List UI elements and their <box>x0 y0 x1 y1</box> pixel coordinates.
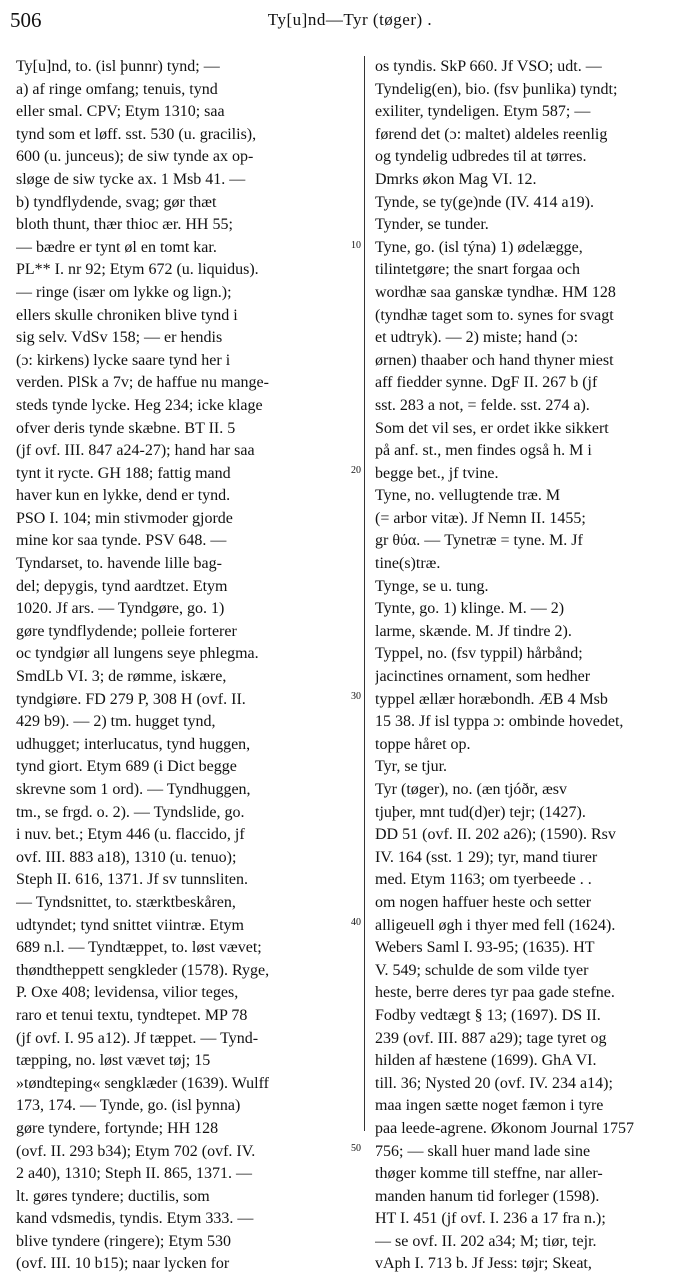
line-number: 20 <box>351 465 361 476</box>
text-line: IV. 164 (sst. 1 29); tyr, mand tiurer <box>375 848 598 866</box>
text-line: Ty[u]nd, to. (isl þunnr) tynd; — <box>16 58 220 75</box>
right-column <box>375 56 695 1276</box>
text-line: tilintetgøre; the snart forgaa och <box>375 261 580 279</box>
page-number: 506 <box>10 8 42 32</box>
text-line: tynd giort. Etym 689 (i Dict begge <box>16 758 237 776</box>
text-line: udtyndet; tynd snittet viintræ. Etym <box>16 916 244 934</box>
text-line: P. Oxe 408; levidensa, vilior teges, <box>16 984 239 1002</box>
left-column <box>16 56 354 1276</box>
text-line: og tyndelig udbredes til at tørres. <box>375 148 587 166</box>
text-line: Tynder, se tunder. <box>375 216 489 234</box>
text-line: eller smal. CPV; Etym 1310; saa <box>16 103 225 121</box>
text-line: larme, skænde. M. Jf tindre 2). <box>375 622 572 640</box>
text-line: thøndtheppett sengkleder (1578). Ryge, <box>16 961 270 979</box>
text-line: 239 (ovf. III. 887 a29); tage tyret og <box>375 1029 607 1047</box>
text-line: Tyr, se tjur. <box>375 758 448 776</box>
text-line: paa leede-agrene. Økonom Journal 1757 <box>375 1119 635 1137</box>
text-line: PL** I. nr 92; Etym 672 (u. liquidus). <box>16 261 259 279</box>
text-line: a) af ringe omfang; tenuis, tynd <box>16 80 218 98</box>
text-line: tynd som et løff. sst. 530 (u. gracilis), <box>16 125 257 143</box>
text-line: maa ingen sætte noget fæmon i tyre <box>375 1097 604 1115</box>
text-line: alligeuell øgh i thyer med fell (1624). <box>375 916 616 934</box>
text-line: oc tyndgiør all lungens seye phlegma. <box>16 645 259 663</box>
text-line: udhugget; interlucatus, tynd huggen, <box>16 735 251 753</box>
text-line: Tyr (tøger), no. (æn tjóðr, æsv <box>375 781 567 798</box>
text-line: V. 549; schulde de som vilde tyer <box>375 961 589 979</box>
text-line: lt. gøres tyndere; ductilis, som <box>16 1187 210 1205</box>
text-line: 429 b9). — 2) tm. hugget tynd, <box>16 713 216 731</box>
text-line: toppe håret op. <box>375 735 471 753</box>
text-line: 689 n.l. — Tyndtæppet, to. løst vævet; <box>16 939 262 957</box>
text-line: haver kun en lykke, dend er tynd. <box>16 487 231 505</box>
text-line: vAph I. 713 b. Jf Jess: tøjr; Skeat, <box>375 1255 592 1273</box>
text-line: heste, berre deres tyr paa gade stefne. <box>375 984 615 1002</box>
text-line: (ovf. II. 293 b34); Etym 702 (ovf. IV. <box>16 1142 256 1160</box>
text-line: Som det vil ses, er ordet ikke sikkert <box>375 419 609 437</box>
text-line: 15 38. Jf isl typpa ɔ: ombinde hovedet, <box>375 713 624 731</box>
text-line: os tyndis. SkP 660. Jf VSO; udt. — <box>375 58 602 75</box>
text-line: sløge de siw tycke ax. 1 Msb 41. — <box>16 170 246 188</box>
text-line: SmdLb VI. 3; de rømme, iskære, <box>16 668 227 686</box>
text-line: gøre tyndere, fortynde; HH 128 <box>16 1119 219 1137</box>
text-line: om nogen haffuer heste och setter <box>375 893 592 911</box>
text-line: tm., se frgd. o. 2). — Tyndslide, go. <box>16 803 245 821</box>
text-line: (ɔ: kirkens) lycke saare tynd her i <box>16 351 231 369</box>
text-line: Webers Saml I. 93-95; (1635). HT <box>375 939 595 957</box>
text-line: blive tyndere (ringere); Etym 530 <box>16 1232 232 1250</box>
text-line: ørnen) thaaber och hand thyner miest <box>375 351 614 369</box>
text-line: till. 36; Nysted 20 (ovf. IV. 234 a14); <box>375 1074 613 1092</box>
text-line: kand vdsmedis, tyndis. Etym 333. — <box>16 1210 254 1228</box>
text-line: tynt it rycte. GH 188; fattig mand <box>16 464 231 482</box>
text-line: 2 a40), 1310; Steph II. 865, 1371. — <box>16 1165 252 1183</box>
text-line: mine kor saa tynde. PSV 648. — <box>16 532 227 550</box>
text-line: Tynge, se u. tung. <box>375 577 489 595</box>
text-line: Tyne, no. vellugtende træ. M <box>375 487 561 505</box>
text-line: steds tynde lycke. Heg 234; icke klage <box>16 396 263 414</box>
text-line: — ringe (især om lykke og lign.); <box>16 283 232 301</box>
text-line: førend det (ɔ: maltet) aldeles reenlig <box>375 125 608 143</box>
line-number: 30 <box>351 691 361 702</box>
text-line: Tynte, go. 1) klinge. M. — 2) <box>375 600 565 618</box>
text-line: tyndgiøre. FD 279 P, 308 H (ovf. II. <box>16 690 246 708</box>
text-line: ofver deris tynde skæbne. BT II. 5 <box>16 419 236 437</box>
text-line: »tøndteping« sengklæder (1639). Wulff <box>16 1074 269 1092</box>
text-line: (jf ovf. III. 847 a24-27); hand har saa <box>16 442 255 460</box>
text-line: raro et tenui textu, tyndtepet. MP 78 <box>16 1006 248 1024</box>
text-line: Tyne, go. (isl týna) 1) ødelægge, <box>375 238 583 256</box>
text-line: verden. PlSk a 7v; de haffue nu mange- <box>16 374 269 392</box>
text-line: tjuþer, mnt tud(d)er) tejr; (1427). <box>375 803 586 821</box>
text-line: ovf. III. 883 a18), 1310 (u. tenuo); <box>16 848 237 866</box>
text-line: gr θύα. — Tynetræ = tyne. M. Jf <box>375 532 583 550</box>
text-line: b) tyndflydende, svag; gør thæt <box>16 193 217 211</box>
text-line: Typpel, no. (fsv typpil) hårbånd; <box>375 645 583 663</box>
text-line: 756; — skall huer mand lade sine <box>375 1142 591 1160</box>
text-line: tæpping, no. løst vævet tøj; 15 <box>16 1052 211 1070</box>
text-line: exiliter, tyndeligen. Etym 587; — <box>375 103 591 121</box>
text-line: 600 (u. junceus); de siw tynde ax op- <box>16 148 254 166</box>
text-line: — bædre er tynt øl en tomt kar. <box>16 238 217 256</box>
text-line: i nuv. bet.; Etym 446 (u. flaccido, jf <box>16 826 245 844</box>
line-number: 40 <box>351 917 361 928</box>
text-line: jacinctines ornament, som hedher <box>375 668 591 686</box>
text-line: begge bet., jf tvine. <box>375 464 499 482</box>
text-line: Tynde, se ty(ge)nde (IV. 414 a19). <box>375 193 594 211</box>
text-line: (tyndhæ taget som to. synes for svagt <box>375 306 614 324</box>
text-line: på anf. st., men findes også h. M i <box>375 442 592 460</box>
text-line: et udtryk). — 2) miste; hand (ɔ: <box>375 329 579 347</box>
text-line: 173, 174. — Tynde, go. (isl þynna) <box>16 1097 241 1115</box>
line-number: 10 <box>351 240 361 251</box>
text-line: (ovf. III. 10 b15); naar lycken for <box>16 1255 230 1273</box>
text-line: 1020. Jf ars. — Tyndgøre, go. 1) <box>16 600 225 618</box>
text-line: — se ovf. II. 202 a34; M; tiør, tejr. <box>375 1232 597 1250</box>
text-line: Steph II. 616, 1371. Jf sv tunnsliten. <box>16 871 248 889</box>
text-line: bloth thunt, thær thioc ær. HH 55; <box>16 216 233 234</box>
running-head: Ty[u]nd—Tyr (tøger) . <box>267 10 433 29</box>
text-line: Tyndelig(en), bio. (fsv þunlika) tyndt; <box>375 80 618 98</box>
line-number: 50 <box>351 1143 361 1154</box>
column-divider <box>364 56 365 1131</box>
text-line: Fodby vedtægt § 13; (1697). DS II. <box>375 1006 601 1024</box>
text-line: gøre tyndflydende; polleie forterer <box>16 622 237 640</box>
text-line: — Tyndsnittet, to. stærktbeskåren, <box>16 893 236 911</box>
text-line: (jf ovf. I. 95 a12). Jf tæppet. — Tynd- <box>16 1029 259 1047</box>
text-line: sig selv. VdSv 158; — er hendis <box>16 329 223 347</box>
text-line: HT I. 451 (jf ovf. I. 236 a 17 fra n.); <box>375 1210 606 1228</box>
text-line: med. Etym 1163; om tyerbeede . . <box>375 871 592 889</box>
page-header <box>0 0 700 40</box>
text-line: ellers skulle chroniken blive tynd i <box>16 306 238 324</box>
text-line: thøger komme till steffne, nar aller- <box>375 1165 603 1183</box>
text-line: skrevne som 1 ord). — Tyndhuggen, <box>16 781 251 798</box>
text-line: aff fiedder synne. DgF II. 267 b (jf <box>375 374 598 392</box>
text-line: (= arbor vitæ). Jf Nemn II. 1455; <box>375 509 586 527</box>
text-line: typpel ællær horæbondh. ÆB 4 Msb <box>375 690 608 708</box>
text-line: manden hanum tid forleger (1598). <box>375 1187 600 1205</box>
text-line: hilden af hæstene (1699). GhA VI. <box>375 1052 597 1070</box>
text-line: DD 51 (ovf. II. 202 a26); (1590). Rsv <box>375 826 616 844</box>
text-line: del; depygis, tynd aardtzet. Etym <box>16 577 228 595</box>
text-line: wordhæ saa ganskæ tyndhæ. HM 128 <box>375 283 616 301</box>
text-line: tine(s)træ. <box>375 555 441 573</box>
text-line: Dmrks økon Mag VI. 12. <box>375 170 537 188</box>
text-line: PSO I. 104; min stivmoder gjorde <box>16 509 233 527</box>
text-line: Tyndarset, to. havende lille bag- <box>16 555 222 573</box>
text-line: sst. 283 a not, = felde. sst. 274 a). <box>375 396 590 414</box>
